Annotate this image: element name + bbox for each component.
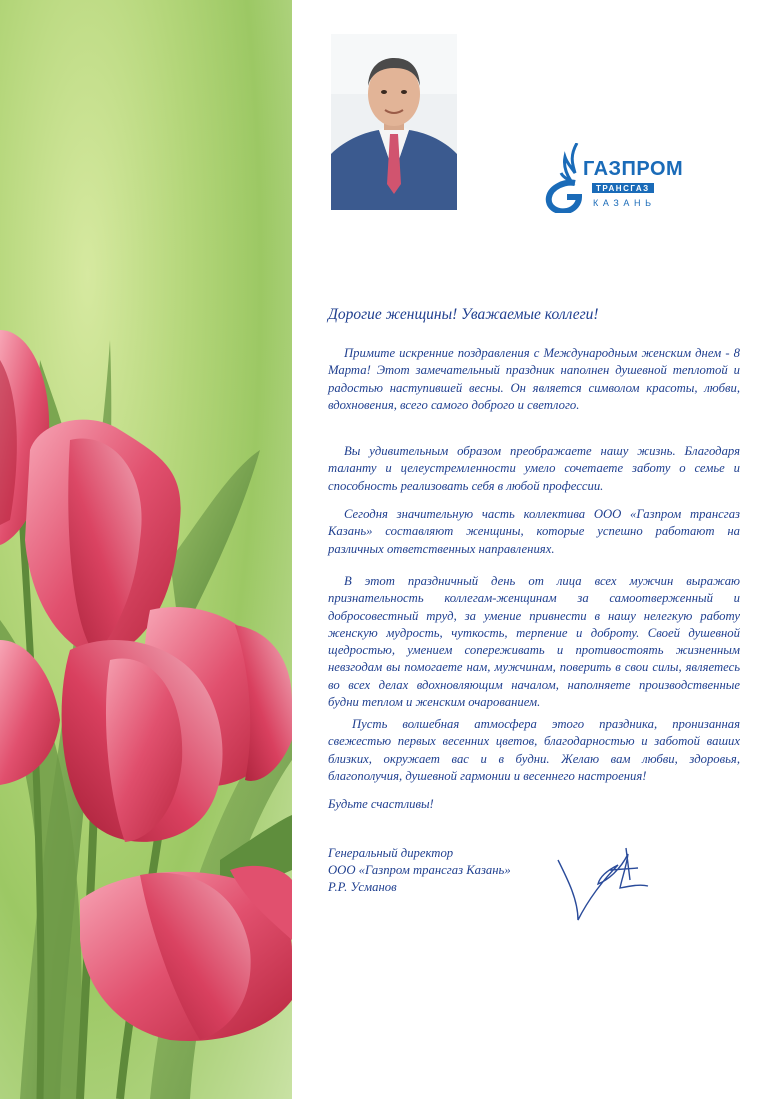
letter-greeting: Дорогие женщины! Уважаемые коллеги! bbox=[328, 306, 599, 323]
closing-wish: Будьте счастливы! bbox=[328, 797, 434, 811]
paragraph-1-text: Примите искренние поздравления с Международным женским днем - 8 Марта! Этот замечательный праздник наполнен душевной теплотой и радостью наступившей весны. Он является символом красоты, любви, вдохновения, всего самого доброго и светлого. bbox=[328, 346, 740, 412]
signoff-company: ООО «Газпром трансгаз Казань» bbox=[328, 863, 511, 877]
gazprom-logo bbox=[545, 143, 684, 213]
letter-paragraph-5 bbox=[328, 716, 740, 785]
logo-line-1: ГАЗПРОМ bbox=[583, 158, 684, 180]
paragraph-5-text: Пусть волшебная атмосфера этого праздника, пронизанная свежестью первых весенних цветов, благодарностью и заботой ваших близких, окружает вас и в будни. Желаю вам любви, здоровья, благополучия, душевной гармонии и весеннего настроения! bbox=[328, 717, 740, 783]
signoff-block bbox=[328, 845, 740, 896]
paragraph-2-text: Вы удивительным образом преображаете нашу жизнь. Благодаря таланту и целеустремленности умело сочетаете заботу о семье и способность реализовать себя в любой профессии. bbox=[328, 444, 740, 493]
tulip-illustration bbox=[0, 0, 292, 1099]
tulip-bouquet-icon bbox=[0, 0, 292, 1099]
letter-paragraph-2 bbox=[328, 443, 740, 495]
logo-line-2: ТРАНСГАЗ bbox=[592, 183, 654, 193]
signoff-title: Генеральный директор bbox=[328, 846, 454, 860]
paragraph-4-text: В этот праздничный день от лица всех мужчин выражаю признательность коллегам-женщинам за самоотверженный и добросовестный труд, за умение привнести в нашу нелегкую работу женскую мудрость, чуткость, терпение и доброту. Своей душевной щедростью, умением сопереживать и противостоять жизненным невзгодам вы помогаете нам, мужчинам, поверить в свои силы, являетесь во всех делах вдохновляющим началом, наполняете производственные будни теплом и женским очарованием. bbox=[328, 574, 740, 710]
portrait-icon bbox=[331, 34, 457, 210]
flame-logo-icon bbox=[545, 143, 585, 213]
letter-paragraph-3 bbox=[328, 506, 740, 558]
letter-paragraph-4 bbox=[328, 573, 740, 711]
director-photo bbox=[331, 34, 457, 210]
logo-line-3: КАЗАНЬ bbox=[593, 198, 656, 208]
paragraph-3-text: Сегодня значительную часть коллектива ООО «Газпром трансгаз Казань» составляют женщины, которые успешно работают на различных ответственных направлениях. bbox=[328, 507, 740, 556]
letter-paragraph-1 bbox=[328, 345, 740, 414]
handwritten-signature-icon bbox=[548, 840, 658, 925]
signoff-name: Р.Р. Усманов bbox=[328, 880, 397, 894]
